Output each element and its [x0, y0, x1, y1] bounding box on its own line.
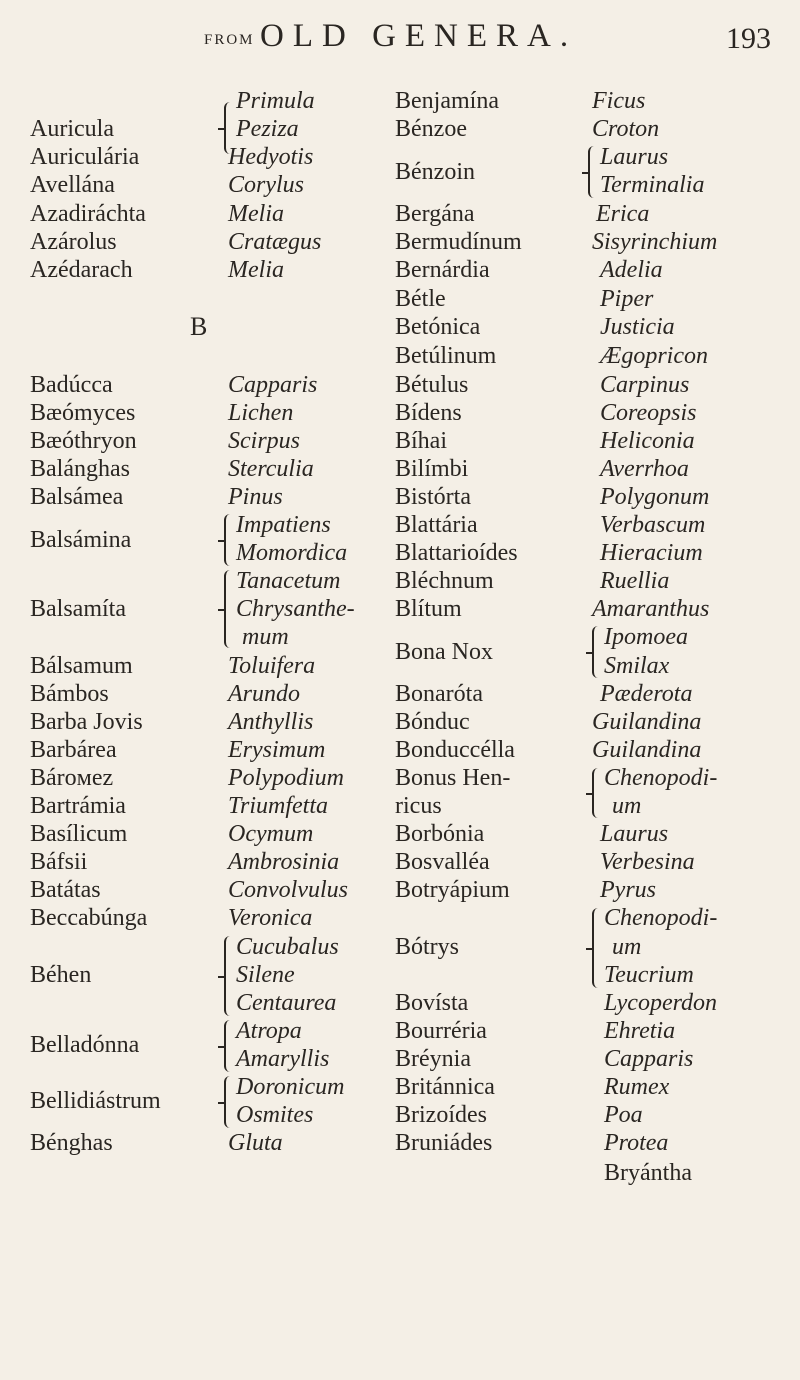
entry-name: Bellidiástrum: [30, 1088, 161, 1114]
entry-name: Auricula: [30, 116, 114, 142]
entry-name: Avellána: [30, 172, 115, 198]
entry-genus: Erysimum: [228, 737, 326, 763]
entry-name: Bonaróta: [395, 681, 483, 707]
entry-name: Bermudínum: [395, 229, 522, 255]
entry-genus: Ehretia: [604, 1018, 676, 1044]
entry-genus: Protea: [604, 1130, 669, 1156]
entry-genus: Heliconia: [600, 428, 695, 454]
entry-genus: Corylus: [228, 172, 305, 198]
entry-genus: Silene: [236, 962, 295, 988]
entry-name: Bámbos: [30, 681, 109, 707]
brace: [224, 1020, 234, 1072]
entry-name: Balsámea: [30, 484, 124, 510]
entry-name: Balánghas: [30, 456, 130, 482]
entry-name: Báfsii: [30, 849, 88, 875]
entry-name: Bartrámia: [30, 793, 126, 819]
entry-genus: Tanacetum: [236, 568, 341, 594]
entry-name: Blattária: [395, 512, 478, 538]
entry-genus: Rumex: [604, 1074, 670, 1100]
entry-name: Auriculária: [30, 144, 140, 170]
brace: [224, 514, 234, 566]
entry-genus: um: [612, 934, 642, 960]
entry-name: Betónica: [395, 314, 481, 340]
entry-name: Barbárea: [30, 737, 117, 763]
brace: [592, 626, 602, 678]
entry-genus: Osmites: [236, 1102, 314, 1128]
entry-genus: Adelia: [600, 257, 663, 283]
entry-name: Benjamína: [395, 88, 499, 114]
entry-genus: Sisyrinchium: [592, 229, 718, 255]
entry-name: Balsamíta: [30, 596, 126, 622]
entry-name: Bréynia: [395, 1046, 471, 1072]
entry-genus: Terminalia: [600, 172, 705, 198]
entry-name: Británnica: [395, 1074, 495, 1100]
entry-name: Bétle: [395, 286, 446, 312]
entry-genus: um: [612, 793, 642, 819]
entry-name: Bilímbi: [395, 456, 469, 482]
brace: [224, 570, 234, 648]
entry-name: Bonduccélla: [395, 737, 515, 763]
entry-genus: Veronica: [228, 905, 313, 931]
entry-genus: Impatiens: [236, 512, 331, 538]
entry-name: Bénghas: [30, 1130, 113, 1156]
entry-genus: Atropa: [236, 1018, 302, 1044]
entry-name: Borbónia: [395, 821, 485, 847]
header-from: FROM: [204, 32, 255, 48]
entry-genus: Ruellia: [600, 568, 670, 594]
entry-name: Batátas: [30, 877, 101, 903]
entry-name: Betúlinum: [395, 343, 497, 369]
entry-name: Bétulus: [395, 372, 469, 398]
entry-genus: Hieracium: [600, 540, 703, 566]
entry-genus: Amaranthus: [592, 596, 710, 622]
entry-genus: Capparis: [604, 1046, 694, 1072]
entry-genus: Momordica: [236, 540, 348, 566]
entry-name: Béhen: [30, 962, 92, 988]
entry-name: Bálsamum: [30, 653, 133, 679]
entry-name: Basílicum: [30, 821, 128, 847]
entry-name: Bona Nox: [395, 639, 493, 665]
entry-genus: Verbascum: [600, 512, 706, 538]
entry-name: Azárolus: [30, 229, 117, 255]
entry-name-continuation: ricus: [395, 793, 442, 819]
entry-name: Bléchnum: [395, 568, 494, 594]
entry-genus: Laurus: [600, 144, 669, 170]
entry-name: Belladónna: [30, 1032, 140, 1058]
entry-genus: Laurus: [600, 821, 669, 847]
entry-genus: Melia: [228, 257, 284, 283]
entry-name: Bénzoin: [395, 159, 475, 185]
entry-name: Bovísta: [395, 990, 469, 1016]
entry-genus: Primula: [236, 88, 315, 114]
entry-genus: Triumfetta: [228, 793, 329, 819]
entry-genus: Amaryllis: [236, 1046, 330, 1072]
entry-genus: Piper: [600, 286, 654, 312]
entry-genus: Ipomoea: [604, 624, 688, 650]
entry-name: Azédarach: [30, 257, 133, 283]
entry-genus: Doronicum: [236, 1074, 345, 1100]
entry-genus: Melia: [228, 201, 284, 227]
entry-genus: Pinus: [228, 484, 283, 510]
brace: [588, 146, 598, 198]
entry-genus: Pæderota: [600, 681, 693, 707]
header-title: OLD GENERA.: [260, 18, 578, 54]
page-number: 193: [726, 22, 771, 55]
entry-genus: Averrhoa: [600, 456, 689, 482]
entry-genus: Erica: [596, 201, 650, 227]
entry-name: Badúcca: [30, 372, 113, 398]
entry-genus: Guilandina: [592, 709, 702, 735]
entry-name: Bonus Hen-: [395, 765, 511, 791]
entry-genus: Gluta: [228, 1130, 283, 1156]
entry-genus: Capparis: [228, 372, 318, 398]
entry-name: Blítum: [395, 596, 462, 622]
entry-genus: Guilandina: [592, 737, 702, 763]
section-letter: B: [190, 312, 208, 341]
entry-name: Bernárdia: [395, 257, 490, 283]
brace: [224, 936, 234, 1016]
entry-genus: Sterculia: [228, 456, 314, 482]
catchword: Bryántha: [604, 1160, 692, 1186]
entry-name: Balsámina: [30, 527, 132, 553]
entry-genus: Scirpus: [228, 428, 300, 454]
entry-name: Beccabúnga: [30, 905, 148, 931]
entry-name: Bosvalléa: [395, 849, 490, 875]
entry-genus: Polypodium: [228, 765, 344, 791]
entry-genus: Polygonum: [600, 484, 710, 510]
entry-genus: Peziza: [236, 116, 299, 142]
entry-name: Bároмez: [30, 765, 114, 791]
entry-genus: Ficus: [592, 88, 646, 114]
entry-genus: Poa: [604, 1102, 643, 1128]
entry-genus: Carpinus: [600, 372, 690, 398]
entry-name: Bótrys: [395, 934, 460, 960]
entry-name: Bénzoe: [395, 116, 467, 142]
entry-genus: Cratægus: [228, 229, 322, 255]
entry-genus: Ocymum: [228, 821, 314, 847]
entry-name: Bourréria: [395, 1018, 487, 1044]
entry-name: Bíhai: [395, 428, 447, 454]
entry-name: Bistórta: [395, 484, 471, 510]
entry-genus: Chenopodi-: [604, 765, 718, 791]
entry-genus: Toluifera: [228, 653, 316, 679]
entry-genus: Chenopodi-: [604, 905, 718, 931]
entry-name: Blattarioídes: [395, 540, 518, 566]
brace: [592, 908, 602, 988]
entry-genus: Arundo: [228, 681, 300, 707]
entry-genus: Croton: [592, 116, 660, 142]
entry-genus: Convolvulus: [228, 877, 348, 903]
entry-name: Brizoídes: [395, 1102, 487, 1128]
entry-genus: Ægopricon: [600, 343, 708, 369]
entry-genus: mum: [242, 624, 289, 650]
entry-name: Bónduc: [395, 709, 470, 735]
entry-name: Bergána: [395, 201, 475, 227]
entry-genus: Lycoperdon: [604, 990, 718, 1016]
running-header: [0, 8, 800, 58]
entry-genus: Verbesina: [600, 849, 695, 875]
entry-name: Barba Jovis: [30, 709, 143, 735]
entry-genus: Coreopsis: [600, 400, 697, 426]
entry-genus: Centaurea: [236, 990, 337, 1016]
brace: [224, 1076, 234, 1128]
entry-genus: Lichen: [228, 400, 294, 426]
entry-name: Bídens: [395, 400, 462, 426]
entry-genus: Ambrosinia: [228, 849, 340, 875]
entry-genus: Smilax: [604, 653, 670, 679]
entry-genus: Justicia: [600, 314, 675, 340]
entry-genus: Hedyotis: [228, 144, 314, 170]
entry-genus: Chrysanthe-: [236, 596, 355, 622]
entry-name: Bæómyces: [30, 400, 136, 426]
entry-genus: Cucubalus: [236, 934, 339, 960]
entry-name: Azadiráchta: [30, 201, 146, 227]
entry-genus: Anthyllis: [228, 709, 314, 735]
brace: [592, 768, 602, 818]
entry-genus: Teucrium: [604, 962, 694, 988]
entry-name: Bruniádes: [395, 1130, 493, 1156]
entry-name: Bæóthryon: [30, 428, 137, 454]
entry-genus: Pyrus: [600, 877, 656, 903]
entry-name: Botryápium: [395, 877, 510, 903]
